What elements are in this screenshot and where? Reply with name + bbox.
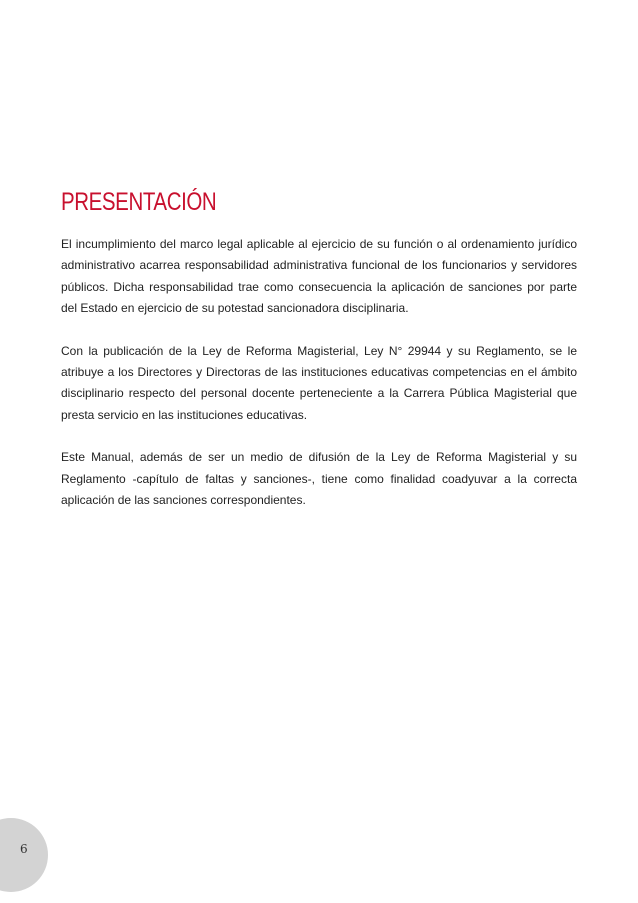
body-text: [61, 234, 577, 532]
paragraph-1: El incumplimiento del marco legal aplicable al ejercicio de su función o al ordenamiento jurídico administrativo acarrea responsabilidad administrativa funcional de los funcionarios y servidores públicos. Dicha responsabilidad trae como consecuencia la aplicación de sanciones por parte del Estado en ejercicio de su potestad sancionadora disciplinaria.: [61, 237, 577, 316]
paragraph-2: Con la publicación de la Ley de Reforma Magisterial, Ley N° 29944 y su Reglamento, se le atribuye a los Directores y Directoras de las instituciones educativas competencias en el ámbito disciplinario respecto del personal docente perteneciente a la Carrera Pública Magisterial que presta servicio en las instituciones educativas.: [61, 343, 577, 422]
paragraph-3: Este Manual, además de ser un medio de difusión de la Ley de Reforma Magisterial y su Reglamento -capítulo de faltas y sanciones-, tiene como finalidad coadyuvar a la correcta aplicación de las sanciones correspondientes.: [61, 450, 577, 508]
page-number: 6: [20, 842, 28, 856]
page-title: PRESENTACIÓN: [61, 188, 217, 216]
